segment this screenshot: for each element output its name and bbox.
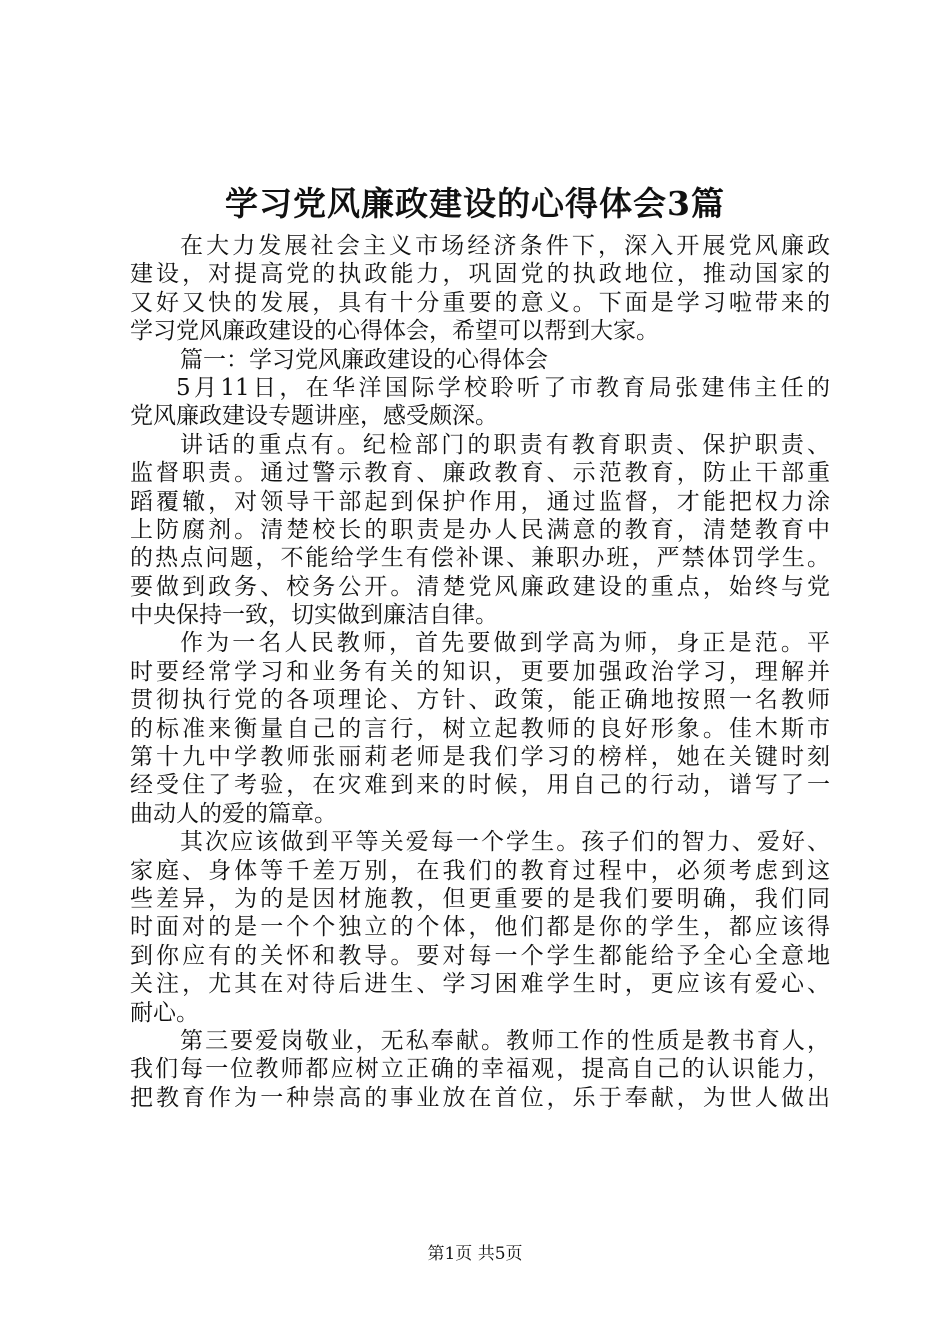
paragraph-line: 要做到政务、校务公开。清楚党风廉政建设的重点，始终与党: [130, 573, 830, 600]
paragraph-line: 些差异，为的是因材施教，但更重要的是我们要明确，我们同: [130, 885, 830, 912]
paragraph-line: 在大力发展社会主义市场经济条件下，深入开展党风廉政: [180, 233, 830, 259]
paragraph-line: 家庭、身体等千差万别，在我们的教育过程中，必须考虑到这: [130, 857, 830, 884]
paragraph-line: 5月11日，在华洋国际学校聆听了市教育局张建伟主任的: [176, 374, 830, 401]
paragraph-line: 的标准来衡量自己的言行，树立起教师的良好形象。佳木斯市: [130, 715, 830, 742]
paragraph-line: 学习党风廉政建设的心得体会，希望可以帮到大家。: [130, 318, 659, 345]
paragraph-line: 监督职责。通过警示教育、廉政教育、示范教育，防止干部重: [130, 460, 830, 487]
paragraph-line: 蹈覆辙，对领导干部起到保护作用，通过监督，才能把权力涂: [130, 488, 830, 515]
document-body: [130, 232, 830, 1112]
paragraph-line: 经受住了考验，在灾难到来的时候，用自己的行动，谱写了一: [130, 772, 830, 799]
paragraph-line: 贯彻执行党的各项理论、方针、政策，能正确地按照一名教师: [130, 687, 830, 714]
paragraph-line: 其次应该做到平等关爱每一个学生。孩子们的智力、爱好、: [180, 829, 830, 856]
paragraph-line: 耐心。: [130, 999, 199, 1026]
paragraph-line: 讲话的重点有。纪检部门的职责有教育职责、保护职责、: [180, 431, 830, 458]
paragraph-line: 第三要爱岗敬业，无私奉献。教师工作的性质是教书育人，: [180, 1027, 830, 1054]
paragraph-line: 我们每一位教师都应树立正确的幸福观，提高自己的认识能力，: [130, 1056, 830, 1083]
section-heading: 篇一：学习党风廉政建设的心得体会: [180, 346, 548, 373]
paragraph-line: 作为一名人民教师，首先要做到学高为师，身正是范。平: [180, 630, 830, 657]
paragraph-line: 到你应有的关怀和教导。要对每一个学生都能给予全心全意地: [130, 942, 830, 969]
paragraph-line: 把教育作为一种崇高的事业放在首位，乐于奉献，为世人做出: [130, 1084, 830, 1111]
page-footer: 第1页 共5页: [427, 1244, 523, 1264]
paragraph-line: 党风廉政建设专题讲座，感受颇深。: [130, 403, 498, 430]
paragraph-line: 的热点问题，不能给学生有偿补课、兼职办班，严禁体罚学生。: [130, 545, 830, 572]
paragraph-line: 建设，对提高党的执政能力，巩固党的执政地位，推动国家的: [130, 261, 830, 288]
paragraph-line: 上防腐剂。清楚校长的职责是办人民满意的教育，清楚教育中: [130, 516, 830, 543]
paragraph-line: 时面对的是一个个独立的个体，他们都是你的学生，都应该得: [130, 914, 830, 941]
paragraph-line: 又好又快的发展，具有十分重要的意义。下面是学习啦带来的: [130, 289, 830, 316]
paragraph-line: 关注，尤其在对待后进生、学习困难学生时，更应该有爱心、: [130, 971, 830, 998]
paragraph-line: 曲动人的爱的篇章。: [130, 800, 337, 827]
document-title: 学习党风廉政建设的心得体会3篇: [225, 184, 725, 223]
paragraph-line: 第十九中学教师张丽莉老师是我们学习的榜样，她在关键时刻: [130, 744, 830, 771]
paragraph-line: 时要经常学习和业务有关的知识，更要加强政治学习，理解并: [130, 658, 830, 685]
paragraph-line: 中央保持一致，切实做到廉洁自律。: [130, 602, 498, 629]
